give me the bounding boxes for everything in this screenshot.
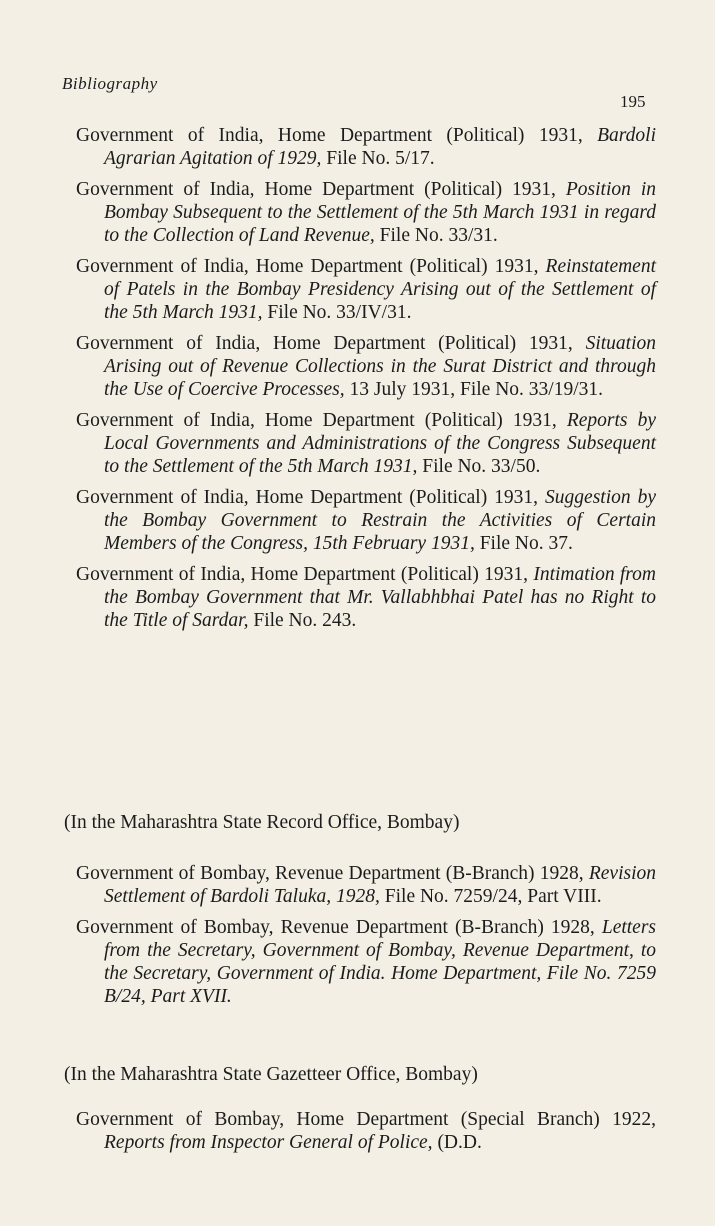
entry-title: Reports from Inspector General of Police, <box>104 1132 433 1153</box>
bibliography-group-2 <box>76 862 656 1008</box>
entry-title: Intimation from the Bombay Government that Mr. Vallabhbhai Patel has no Right to the Title of Sardar, <box>104 564 657 631</box>
bibliography-entry <box>76 332 656 401</box>
entry-agency: Government of India, Home Department (Political) 1931, <box>76 125 583 146</box>
bibliography-entry <box>76 486 656 555</box>
bibliography-group-1 <box>76 124 656 632</box>
entry-title: Revision Settlement of Bardoli Taluka, 1928, <box>104 863 657 907</box>
entry-title: Suggestion by the Bombay Government to Restrain the Activities of Certain Members of the Congress, 15th February 1931, <box>104 487 657 554</box>
entry-file: File No. 33/IV/31. <box>267 302 412 323</box>
entry-agency: Government of India, Home Department (Political) 1931, <box>76 179 556 200</box>
entry-agency: Government of India, Home Department (Political) 1931, <box>76 333 573 354</box>
entry-title: Bardoli Agrarian Agitation of 1929, <box>104 125 656 169</box>
entry-file: File No. 37. <box>479 533 573 554</box>
bibliography-entry <box>76 862 656 908</box>
bibliography-entry <box>76 563 656 632</box>
entry-file: File No. 7259/24, Part VIII. <box>384 886 602 907</box>
bibliography-entry <box>76 916 656 1008</box>
bibliography-entry <box>76 409 656 478</box>
entry-file: File No. 5/17. <box>326 148 435 169</box>
entry-title: Reports by Local Governments and Administrations of the Congress Subsequent to the Settlement of the 5th March 1931, <box>104 410 656 477</box>
running-title: Bibliography <box>62 74 158 93</box>
entry-agency: Government of India, Home Department (Political) 1931, <box>76 256 539 277</box>
entry-agency: Government of India, Home Department (Political) 1931, <box>76 564 529 585</box>
entry-agency: Government of Bombay, Home Department (Special Branch) 1922, <box>76 1109 656 1130</box>
entry-agency: Government of Bombay, Revenue Department (B-Branch) 1928, <box>76 917 595 938</box>
entry-title: Situation Arising out of Revenue Collections in the Surat District and through the Use of Coercive Processes, <box>104 333 656 400</box>
bibliography-entry <box>76 124 656 170</box>
section-heading-gazetteer-office: (In the Maharashtra State Gazetteer Office, Bombay) <box>64 1064 478 1085</box>
entry-file: 13 July 1931, File No. 33/19/31. <box>349 379 603 400</box>
entry-file: File No. 33/50. <box>422 456 541 477</box>
bibliography-entry <box>76 178 656 247</box>
entry-title: Reinstatement of Patels in the Bombay Presidency Arising out of the Settlement of the 5th March 1931, <box>104 256 656 323</box>
bibliography-entry <box>76 1108 656 1154</box>
entry-agency: Government of Bombay, Revenue Department (B-Branch) 1928, <box>76 863 584 884</box>
bibliography-group-3 <box>76 1108 656 1154</box>
entry-title: Position in Bombay Subsequent to the Settlement of the 5th March 1931 in regard to the Collection of Land Revenue, <box>104 179 656 246</box>
section-heading-record-office: (In the Maharashtra State Record Office, Bombay) <box>64 812 460 833</box>
entry-title: Letters from the Secretary, Government of Bombay, Revenue Department, to the Secretary, Government of India. Home Department, File No. 7259 B/24, Part XVII. <box>104 917 657 1007</box>
page-number: 195 <box>620 92 646 111</box>
entry-agency: Government of India, Home Department (Political) 1931, <box>76 410 557 431</box>
entry-agency: Government of India, Home Department (Political) 1931, <box>76 487 539 508</box>
entry-file: File No. 243. <box>253 610 357 631</box>
bibliography-entry <box>76 255 656 324</box>
entry-file: File No. 33/31. <box>379 225 498 246</box>
entry-file: (D.D. <box>437 1132 482 1153</box>
